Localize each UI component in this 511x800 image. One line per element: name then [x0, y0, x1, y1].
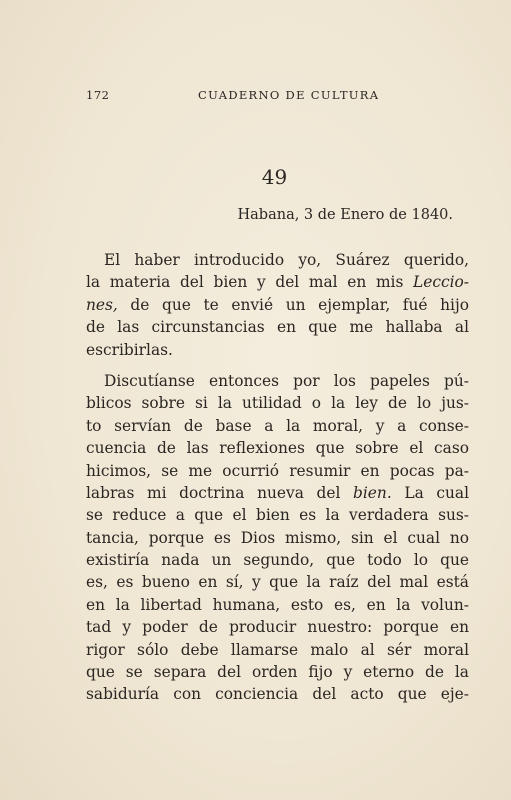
text-line: la materia del bien y del mal en mis Leccio-: [86, 273, 469, 292]
text-line: labras mi doctrina nueva del bien. La cual: [86, 483, 470, 502]
paragraph-1: [86, 249, 469, 361]
italic-text: nes,: [86, 295, 118, 314]
paragraph-2: [86, 370, 469, 706]
italic-text: bien.: [353, 483, 392, 502]
text-line: de las circunstancias en que me hallaba al: [86, 318, 469, 337]
text-line: cuencia de las reflexiones que sobre el caso: [86, 439, 469, 458]
running-title: CUADERNO DE CULTURA: [198, 88, 380, 102]
text-line: blicos sobre si la utilidad o la ley de lo jus-: [86, 394, 469, 413]
text-line: to servían de base a la moral, y a conse-: [86, 416, 469, 435]
text-line: que se separa del orden fijo y eterno de la: [86, 663, 469, 682]
italic-text: Leccio-: [413, 273, 469, 292]
letter-dateline: Habana, 3 de Enero de 1840.: [237, 207, 453, 223]
page-number: 172: [86, 88, 110, 102]
text-line: tancia, porque es Dios mismo, sin el cual no: [86, 528, 469, 547]
text-line: sabiduría con conciencia del acto que eje-: [86, 685, 469, 704]
text-line: es, es bueno en sí, y que la raíz del mal está: [86, 573, 469, 592]
letter-body: [86, 249, 469, 715]
text-line: se reduce a que el bien es la verdadera sus-: [86, 506, 469, 525]
text-line: El haber introducido yo, Suárez querido,: [104, 251, 469, 269]
letter-number: 49: [261, 165, 288, 189]
text-line: tad y poder de producir nuestro: porque en: [86, 618, 469, 637]
text-line: escribirlas.: [86, 340, 173, 359]
text-line: rigor sólo debe llamarse malo al sér moral: [86, 640, 469, 659]
text-line: Discutíanse entonces por los papeles pú-: [104, 371, 469, 390]
text-line: existiría nada un segundo, que todo lo que: [86, 551, 469, 570]
running-header: [86, 88, 466, 104]
text-line: en la libertad humana, esto es, en la volun-: [86, 595, 469, 614]
text-line: hicimos, se me ocurrió resumir en pocas pa-: [86, 461, 469, 480]
text-line: nes, de que te envié un ejemplar, fué hijo: [86, 295, 469, 314]
